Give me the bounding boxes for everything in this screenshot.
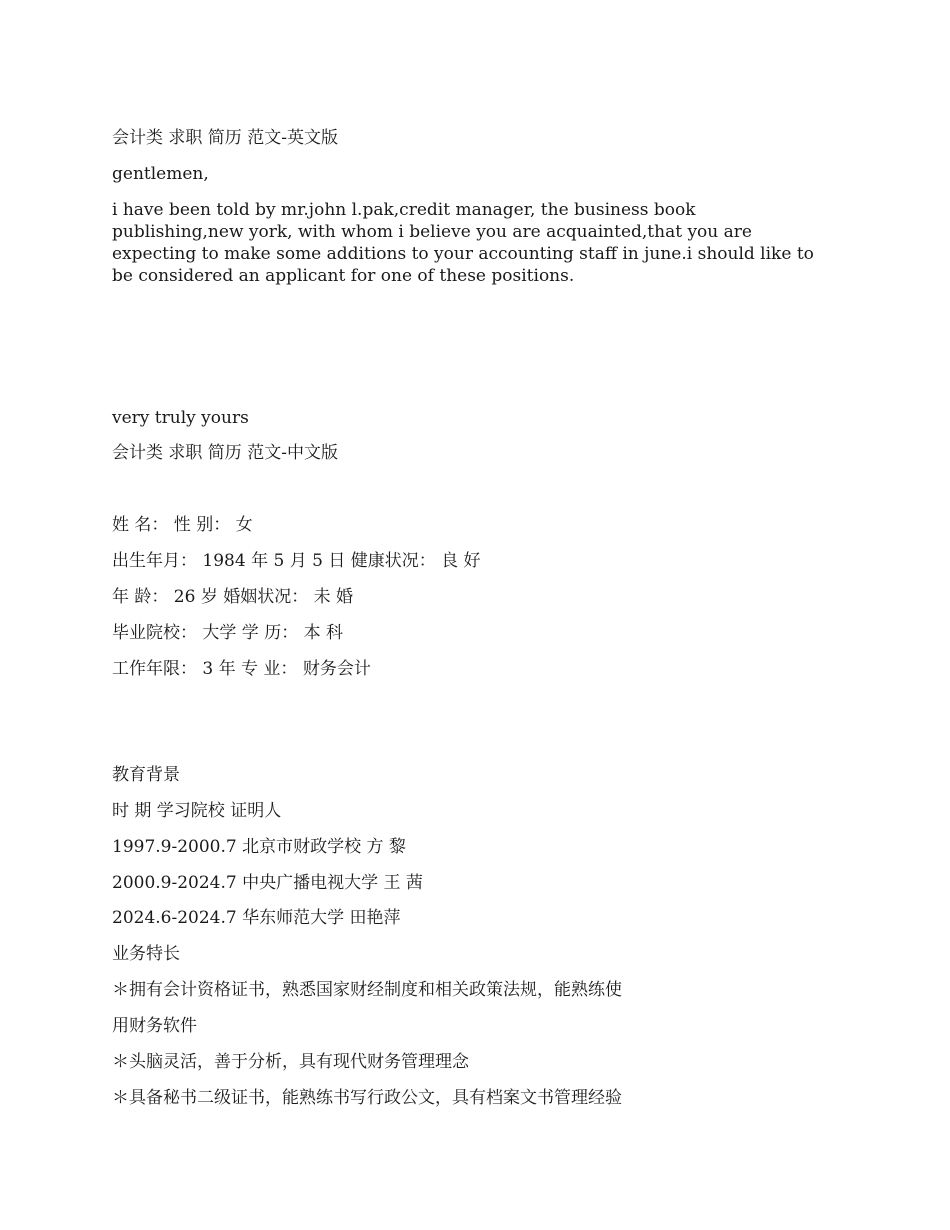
letter-closing: very truly yours [112, 408, 249, 428]
education-row: 1997.9-2000.7 北京市财政学校 方 黎 [112, 837, 406, 857]
info-name-gender: 姓 名： 性 别： 女 [112, 515, 253, 535]
skill-line: 用财务软件 [112, 1016, 197, 1036]
letter-body: i have been told by mr.john l.pak,credit manager, the business book publishing,new york, with whom i believe you are acquainted,that you are expecting to make some additions to your accounting staff in june.i should like to be considered an applicant for one of these positions. [112, 200, 814, 286]
skills-heading: 业务特长 [112, 944, 180, 964]
info-birth-health: 出生年月： 1984 年 5 月 5 日 健康状况： 良 好 [112, 551, 481, 571]
chinese-resume-title: 会计类 求职 简历 范文-中文版 [112, 443, 338, 463]
skill-line: ＊拥有会计资格证书，熟悉国家财经制度和相关政策法规，能熟练使 [112, 980, 622, 1000]
info-age-marital: 年 龄： 26 岁 婚姻状况： 未 婚 [112, 587, 354, 607]
info-school-degree: 毕业院校： 大学 学 历： 本 科 [112, 623, 344, 643]
education-heading: 教育背景 [112, 765, 180, 785]
education-columns: 时 期 学习院校 证明人 [112, 801, 282, 821]
info-years-major: 工作年限： 3 年 专 业： 财务会计 [112, 659, 371, 679]
english-resume-title: 会计类 求职 简历 范文-英文版 [112, 128, 338, 148]
skill-line: ＊头脑灵活，善于分析，具有现代财务管理理念 [112, 1052, 469, 1072]
skill-line: ＊具备秘书二级证书，能熟练书写行政公文，具有档案文书管理经验 [112, 1088, 622, 1108]
letter-salutation: gentlemen, [112, 164, 209, 184]
education-row: 2000.9-2024.7 中央广播电视大学 王 茜 [112, 873, 423, 893]
education-row: 2024.6-2024.7 华东师范大学 田艳萍 [112, 908, 401, 928]
